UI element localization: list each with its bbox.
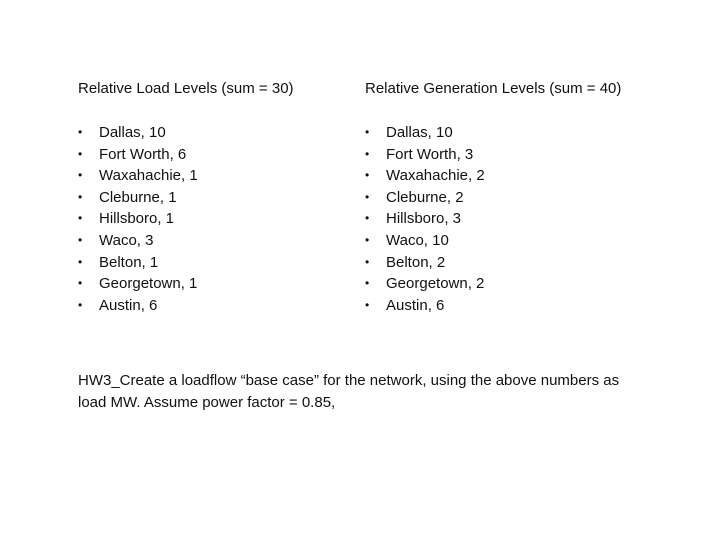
generation-item-text: Fort Worth, 3	[386, 145, 474, 163]
bullet-icon: •	[78, 276, 83, 291]
list-item	[78, 165, 338, 187]
generation-item-text: Austin, 6	[386, 296, 445, 314]
bullet-icon: •	[365, 211, 370, 226]
list-item	[365, 252, 665, 274]
generation-levels-section	[365, 79, 665, 316]
list-item	[365, 295, 665, 317]
generation-item-text: Dallas, 10	[386, 124, 453, 141]
bullet-icon: •	[78, 189, 83, 204]
list-item	[365, 187, 665, 209]
load-levels-section	[78, 79, 338, 316]
load-item-text: Austin, 6	[99, 296, 158, 314]
load-item-text: Waxahachie, 1	[99, 167, 198, 185]
list-item	[365, 273, 665, 295]
list-item	[78, 273, 338, 295]
list-item	[78, 295, 338, 317]
bullet-icon: •	[365, 146, 370, 161]
bullet-icon: •	[365, 232, 370, 247]
generation-levels-list	[365, 122, 665, 316]
bullet-icon: •	[78, 146, 83, 161]
generation-item-text: Hillsboro, 3	[386, 210, 462, 228]
load-item-text: Georgetown, 1	[99, 275, 198, 293]
load-item-text: Cleburne, 1	[99, 188, 177, 206]
generation-item-text: Waco, 10	[386, 231, 449, 249]
bullet-icon: •	[365, 254, 370, 269]
bullet-icon: •	[78, 297, 83, 312]
load-item-text: Belton, 1	[99, 253, 159, 271]
list-item	[365, 230, 665, 252]
list-item	[78, 208, 338, 230]
generation-item-text: Belton, 2	[386, 253, 446, 271]
bullet-icon: •	[78, 125, 83, 139]
bullet-icon: •	[365, 297, 370, 312]
bullet-icon: •	[365, 125, 370, 139]
bullet-icon: •	[78, 168, 83, 183]
generation-item-text: Waxahachie, 2	[386, 167, 485, 185]
bullet-icon: •	[365, 168, 370, 183]
list-item	[365, 165, 665, 187]
bullet-icon: •	[365, 276, 370, 291]
load-item-text: Waco, 3	[99, 231, 154, 249]
bullet-icon: •	[78, 232, 83, 247]
load-item-text: Dallas, 10	[99, 124, 166, 141]
list-item	[78, 252, 338, 274]
generation-item-text: Cleburne, 2	[386, 188, 464, 206]
load-levels-list	[78, 122, 338, 316]
list-item	[365, 122, 665, 144]
bullet-icon: •	[78, 254, 83, 269]
load-item-text: Fort Worth, 6	[99, 145, 187, 163]
load-item-text: Hillsboro, 1	[99, 210, 175, 228]
list-item	[365, 144, 665, 166]
generation-item-text: Georgetown, 2	[386, 275, 485, 293]
generation-levels-heading: Relative Generation Levels (sum = 40)	[365, 80, 622, 97]
bullet-icon: •	[78, 211, 83, 226]
bullet-icon: •	[365, 189, 370, 204]
list-item	[78, 187, 338, 209]
load-levels-heading: Relative Load Levels (sum = 30)	[78, 80, 294, 97]
homework-instruction: HW3_Create a loadflow “base case” for the network, using the above numbers as load MW. Assume power factor = 0.85,	[78, 372, 620, 411]
list-item	[78, 230, 338, 252]
list-item	[78, 122, 338, 144]
list-item	[365, 208, 665, 230]
list-item	[78, 144, 338, 166]
